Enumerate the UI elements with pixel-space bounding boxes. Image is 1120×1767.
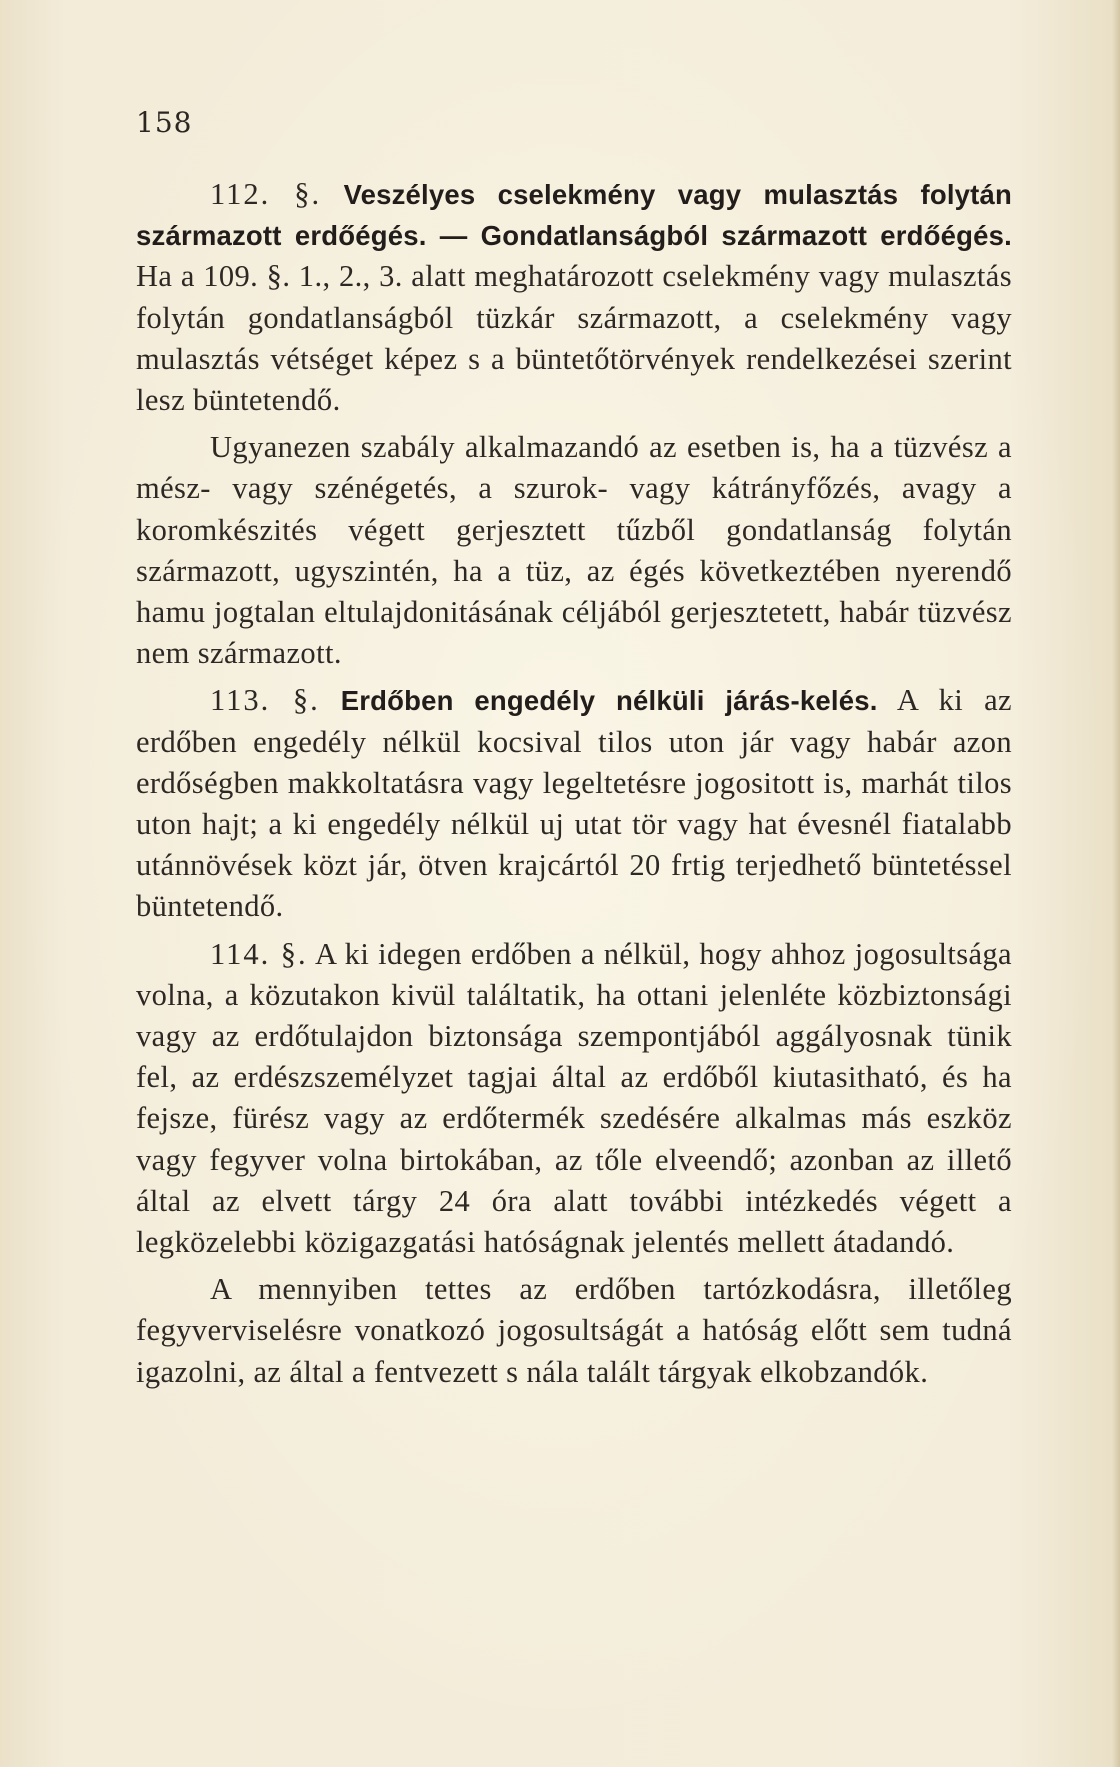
section-body: A ki idegen erdőben a nélkül, hogy ahhoz jogosultsága volna, a közutakon kivül találtatik, ha ottani jelenléte közbiztonsági vagy az erdőtulajdon biztonsága szempontjából aggályosnak tünik fel, az erdészszemélyzet tagjai által az erdőből kiutasitható, és ha fejsze, fürész vagy az erdőtermék szedésére alkalmas más eszköz vagy fegyver volna birtokában, az tőle elveendő; azonban az illető által az elvett tárgy 24 óra alatt további intézkedés végett a legközelebbi közigazgatási hatóságnak jelentés mellett átadandó. (136, 936, 1012, 1260)
section-body: A ki az erdőben engedély nélkül kocsival tilos uton jár vagy habár azon erdőségben makkoltatásra vagy legeltetésre jogositott is, marhát tilos uton hajt; a ki engedély nélkül uj utat tör vagy hat évesnél fiatalabb utánnövések közt jár, ötven krajcártól 20 frtig terjedhető büntetéssel büntetendő. (136, 683, 1012, 924)
paragraph-body: A mennyiben tettes az erdőben tartózkodásra, illetőleg fegyverviselésre vonatkozó jogosultságát a hatóság előtt sem tudná igazolni, az által a fentvezett s nála talált tárgyak elkobzandók. (136, 1272, 1012, 1389)
section-113 (136, 680, 1012, 927)
paragraph-114-continued (136, 1269, 1012, 1393)
paragraph-body: Ugyanezen szabály alkalmazandó az esetben is, ha a tüzvész a mész- vagy szénégetés, a szurok- vagy kátrányfőzés, avagy a koromkészités végett gerjesztett tűzből gondatlanság folytán származott, ugyszintén, ha a tüz, az égés következtében nyerendő hamu jogtalan eltulajdonitásának céljából gerjesztetett, habár tüzvész nem származott. (136, 430, 1012, 671)
section-number: 112. §. (210, 177, 322, 211)
paragraph-112-continued (136, 427, 1012, 674)
section-number: 114. §. (210, 936, 308, 971)
page-edge-shadow (1112, 0, 1120, 1767)
section-112 (136, 174, 1012, 421)
section-heading: Veszélyes cselekmény vagy mulasztás folytán származott erdőégés. — Gondatlanságból származott erdőégés. (136, 179, 1013, 252)
page-text (136, 174, 1012, 1393)
section-heading: Erdőben engedély nélküli járás-kelés. (340, 685, 878, 717)
page-number: 158 (136, 106, 193, 139)
section-body: Ha a 109. §. 1., 2., 3. alatt meghatározott cselekmény vagy mulasztás folytán gondatlanságból tüzkár származott, a cselekmény vagy mulasztás vétséget képez s a büntetőtörvények rendelkezései szerint lesz büntetendő. (136, 259, 1012, 418)
section-number: 113. §. (210, 683, 320, 718)
section-114 (136, 934, 1012, 1264)
